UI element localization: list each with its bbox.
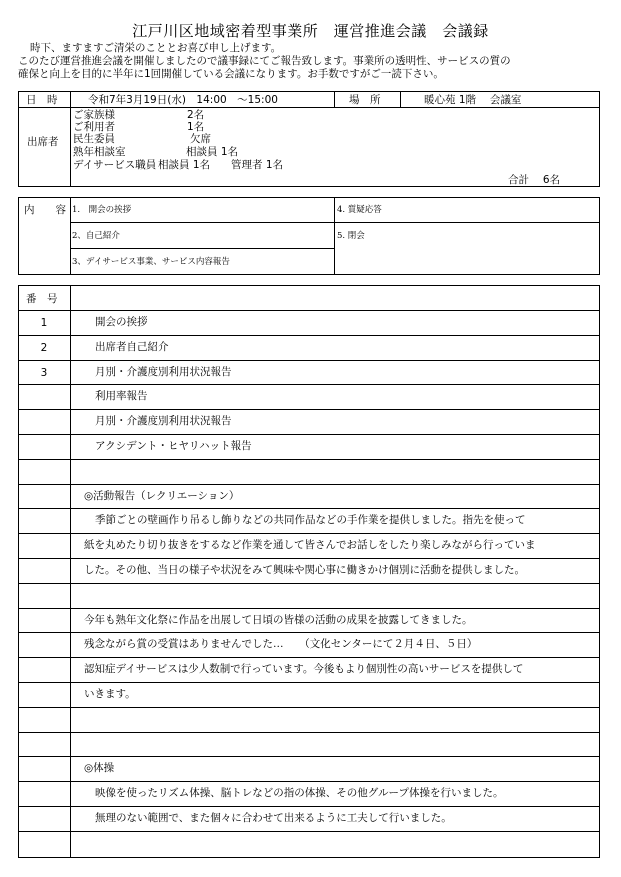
row-divider — [18, 707, 600, 708]
minutes-row-text: アクシデント・ヒヤリハット報告 — [95, 440, 252, 452]
attendee-detail: 相談員 1名 管理者 1名 — [158, 159, 284, 171]
minutes-row-text: ◎体操 — [84, 762, 115, 775]
agenda-item: 1. 開会の挨拶 — [72, 205, 132, 215]
attendee-total: 合計 6名 — [508, 174, 561, 186]
row-divider — [18, 781, 600, 782]
row-divider — [18, 657, 600, 658]
minutes-row-text: 月別・介護度別利用状況報告 — [95, 415, 232, 428]
row-divider — [18, 608, 600, 609]
minutes-row-text: 無理のない範囲で、また個々に合わせて出来るように工夫して行いました。 — [95, 812, 452, 824]
attendee-detail: 相談員 1名 — [186, 146, 239, 158]
agenda-item: 2、自己紹介 — [72, 231, 120, 241]
minutes-row-text: 季節ごとの壁画作り吊るし飾りなどの共同作品などの手作業を提供しました。指先を使って — [95, 514, 526, 527]
attendee-role: デイサービス職員 — [73, 159, 157, 171]
intro-line-1: 時下、ますますご清栄のこととお喜び申し上げます。 — [30, 42, 282, 54]
row-divider — [18, 409, 600, 410]
date-value: 令和7年3月19日(水) 14:00 ～15:00 — [88, 94, 278, 106]
attendee-detail: 欠席 — [190, 133, 211, 145]
intro-line-2: このたび運営推進会議を開催しましたので議事録にてご報告致します。事業所の透明性、サービスの質の — [18, 55, 511, 67]
row-number: 2 — [40, 341, 48, 354]
agenda-label: 内 容 — [24, 204, 66, 216]
attendee-role: ご家族様 — [73, 109, 115, 121]
minutes-row-text: 月別・介護度別利用状況報告 — [95, 365, 232, 378]
attendee-detail: 2名 — [187, 109, 205, 121]
row-divider — [18, 360, 600, 361]
attendee-role: 民生委員 — [73, 133, 115, 145]
row-divider — [18, 384, 600, 385]
row-number: 1 — [40, 317, 48, 329]
row-divider — [18, 434, 600, 435]
minutes-row-text: 出席者自己紹介 — [95, 340, 169, 353]
row-divider — [18, 533, 600, 534]
minutes-row-text: した。その他、当日の様子や状況をみて興味や関心事に働きかけ個別に活動を提供しました。 — [84, 564, 525, 576]
minutes-row-text: 認知症デイサービスは少人数制で行っています。今後もより個別性の高いサービスを提供して — [84, 663, 524, 676]
document-title: 江戸川区地域密着型事業所 運営推進会議 会議録 — [132, 22, 489, 40]
row-divider — [18, 459, 600, 460]
place-label: 場 所 — [349, 94, 381, 106]
attendee-role: 熟年相談室 — [73, 146, 126, 158]
row-divider — [18, 508, 600, 509]
intro-line-3: 確保と向上を目的に半年に1回開催している会議になります。お手数ですがご一読下さい。 — [18, 68, 444, 80]
row-number: 3 — [40, 366, 48, 379]
agenda-item: 4. 質疑応答 — [337, 205, 382, 215]
agenda-item: 5. 閉会 — [337, 231, 365, 241]
row-divider — [18, 558, 600, 559]
date-label: 日 時 — [26, 94, 58, 106]
attendee-detail: 1名 — [187, 121, 205, 133]
row-divider — [18, 335, 600, 336]
row-divider — [18, 632, 600, 633]
attendee-role: ご利用者 — [73, 121, 115, 133]
minutes-row-text: 利用率報告 — [95, 390, 148, 403]
agenda-item: 3、デイサービス事業、サービス内容報告 — [72, 257, 230, 267]
attendee-label: 出席者 — [27, 136, 59, 148]
minutes-row-text: 映像を使ったリズム体操、脳トレなどの指の体操、その他グループ体操を行いました。 — [95, 787, 504, 800]
row-divider — [18, 756, 600, 757]
minutes-row-text: いきます。 — [84, 688, 136, 700]
row-divider — [18, 682, 600, 683]
place-value: 暖心苑 1階 会議室 — [424, 94, 522, 106]
number-column-label: 番 号 — [26, 293, 58, 305]
row-divider — [18, 831, 600, 832]
row-divider — [18, 484, 600, 485]
minutes-row-text: 開会の挨拶 — [95, 316, 148, 328]
minutes-row-text: 紙を丸めたり切り抜きをするなど作業を通して皆さんでお話しをしたり楽しみながら行っていま — [84, 539, 536, 552]
minutes-row-text: 残念ながら賞の受賞はありませんでした… （文化センターにて２月４日、５日） — [84, 638, 478, 651]
row-divider — [18, 732, 600, 733]
minutes-row-text: ◎活動報告（レクリエーション） — [84, 489, 240, 502]
row-divider — [18, 583, 600, 584]
row-divider — [18, 806, 600, 807]
minutes-row-text: 今年も熟年文化祭に作品を出展して日頃の皆様の活動の成果を披露してきました。 — [84, 613, 473, 626]
row-divider — [18, 310, 600, 311]
